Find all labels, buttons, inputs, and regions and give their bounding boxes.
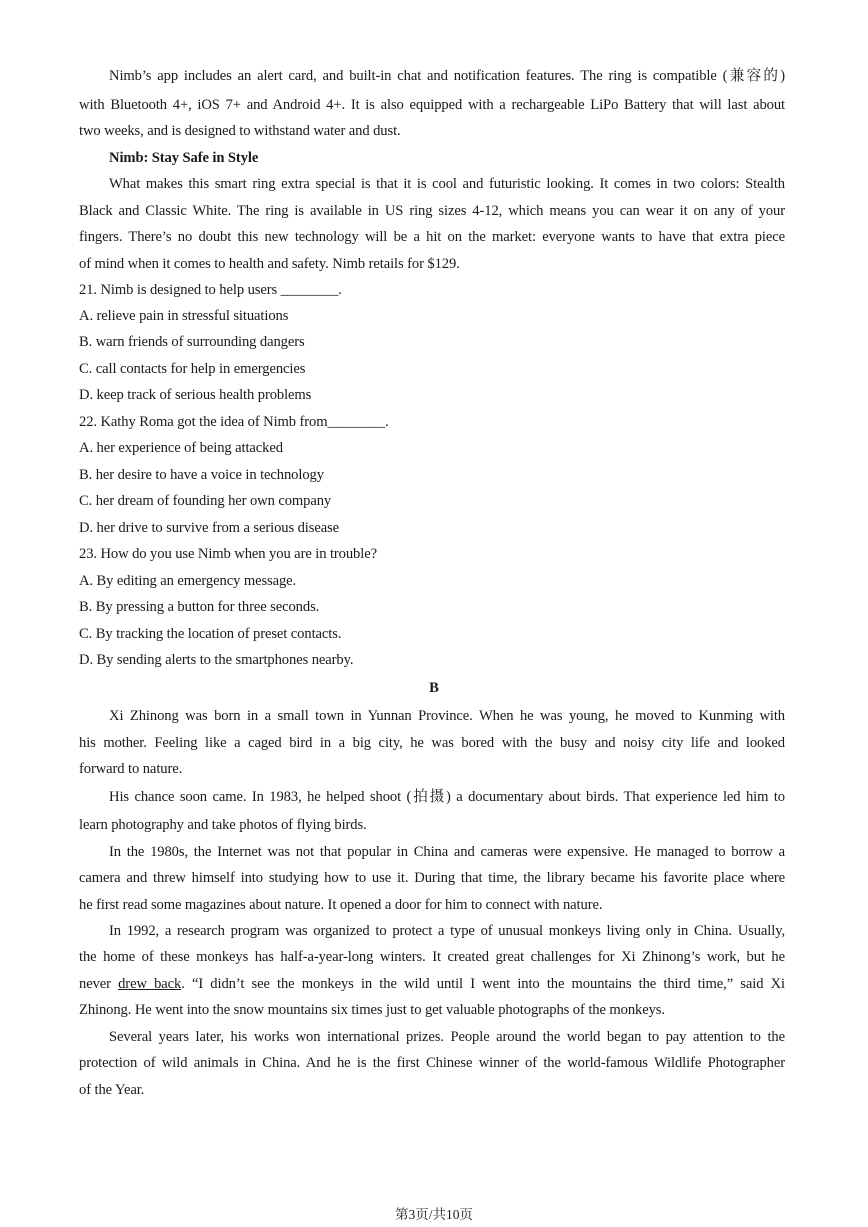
- question-23-option-a: A. By editing an emergency message.: [79, 573, 297, 589]
- question-stem-22: 22. Kathy Roma got the idea of Nimb from________.: [79, 414, 389, 430]
- question-stem-23: 23. How do you use Nimb when you are in trouble?: [79, 546, 377, 562]
- paragraph-line: Black and Classic White. The ring is available in US ring sizes 4-12, which means you can wear it on any of your: [79, 203, 785, 219]
- text-segment: . “I didn’t see the monkeys in the wild until I went into the mountains the third time,” said Xi: [181, 976, 785, 992]
- paragraph-line: forward to nature.: [79, 761, 183, 777]
- section-subheading: Nimb: Stay Safe in Style: [109, 150, 259, 166]
- paragraph-line: of mind when it comes to health and safety. Nimb retails for $129.: [79, 256, 460, 272]
- question-21-option-d: D. keep track of serious health problems: [79, 387, 312, 403]
- paragraph-line: two weeks, and is designed to withstand water and dust.: [79, 123, 401, 139]
- paragraph-line: he first read some magazines about nature. It opened a door for him to connect with nature.: [79, 897, 603, 913]
- paragraph-line-with-underline: [79, 975, 785, 993]
- paragraph-line: Zhinong. He went into the snow mountains six times just to get valuable photographs of the monkeys.: [79, 1002, 665, 1018]
- question-21-option-c: C. call contacts for help in emergencies: [79, 361, 306, 377]
- paragraph-line: his mother. Feeling like a caged bird in a big city, he was bored with the busy and noisy city life and looked: [79, 735, 785, 751]
- text-segment: never: [79, 976, 119, 992]
- question-stem-21: 21. Nimb is designed to help users ________.: [79, 282, 342, 298]
- passage-b-heading: B: [429, 680, 439, 696]
- question-23-option-d: D. By sending alerts to the smartphones nearby.: [79, 652, 354, 668]
- paragraph-line: In 1992, a research program was organized to protect a type of unusual monkeys living only in China. Usually,: [109, 923, 785, 939]
- paragraph-line: What makes this smart ring extra special is that it is cool and futuristic looking. It comes in two colors: Stealth: [109, 176, 785, 192]
- paragraph-line: Nimb’s app includes an alert card, and built-in chat and notification features. The ring is compatible (兼容的): [109, 68, 785, 84]
- underlined-phrase-drew-back: drew back: [118, 976, 182, 992]
- question-21-option-a: A. relieve pain in stressful situations: [79, 308, 289, 324]
- paragraph-line: of the Year.: [79, 1082, 145, 1098]
- paragraph-line: camera and threw himself into studying how to use it. During that time, the library became his favorite place where: [79, 870, 785, 886]
- paragraph-line: learn photography and take photos of flying birds.: [79, 817, 367, 833]
- paragraph-line: with Bluetooth 4+, iOS 7+ and Android 4+. It is also equipped with a rechargeable LiPo Battery that will last about: [79, 97, 785, 113]
- paragraph-line: Several years later, his works won international prizes. People around the world began to pay attention to the: [109, 1029, 785, 1045]
- paragraph-line: protection of wild animals in China. And he is the first Chinese winner of the world-famous Wildlife Photographer: [79, 1055, 785, 1071]
- question-22-option-c: C. her dream of founding her own company: [79, 493, 332, 509]
- question-21-option-b: B. warn friends of surrounding dangers: [79, 334, 305, 350]
- paragraph-line: His chance soon came. In 1983, he helped shoot (拍摄) a documentary about birds. That experience led him to: [109, 789, 785, 805]
- question-22-option-a: A. her experience of being attacked: [79, 440, 283, 456]
- paragraph-line: the home of these monkeys has half-a-year-long winters. It created great challenges for Xi Zhinong’s work, but he: [79, 949, 785, 965]
- question-22-option-b: B. her desire to have a voice in technology: [79, 467, 324, 483]
- question-23-option-b: B. By pressing a button for three seconds.: [79, 599, 320, 615]
- paragraph-line: fingers. There’s no doubt this new technology will be a hit on the market: everyone wants to have that extra piece: [79, 229, 785, 245]
- page-number-footer: 第3页/共10页: [394, 1207, 473, 1222]
- question-22-option-d: D. her drive to survive from a serious disease: [79, 520, 340, 536]
- paragraph-line: Xi Zhinong was born in a small town in Yunnan Province. When he was young, he moved to Kunming with: [109, 708, 785, 724]
- question-23-option-c: C. By tracking the location of preset contacts.: [79, 626, 342, 642]
- paragraph-line: In the 1980s, the Internet was not that popular in China and cameras were expensive. He managed to borrow a: [109, 844, 785, 860]
